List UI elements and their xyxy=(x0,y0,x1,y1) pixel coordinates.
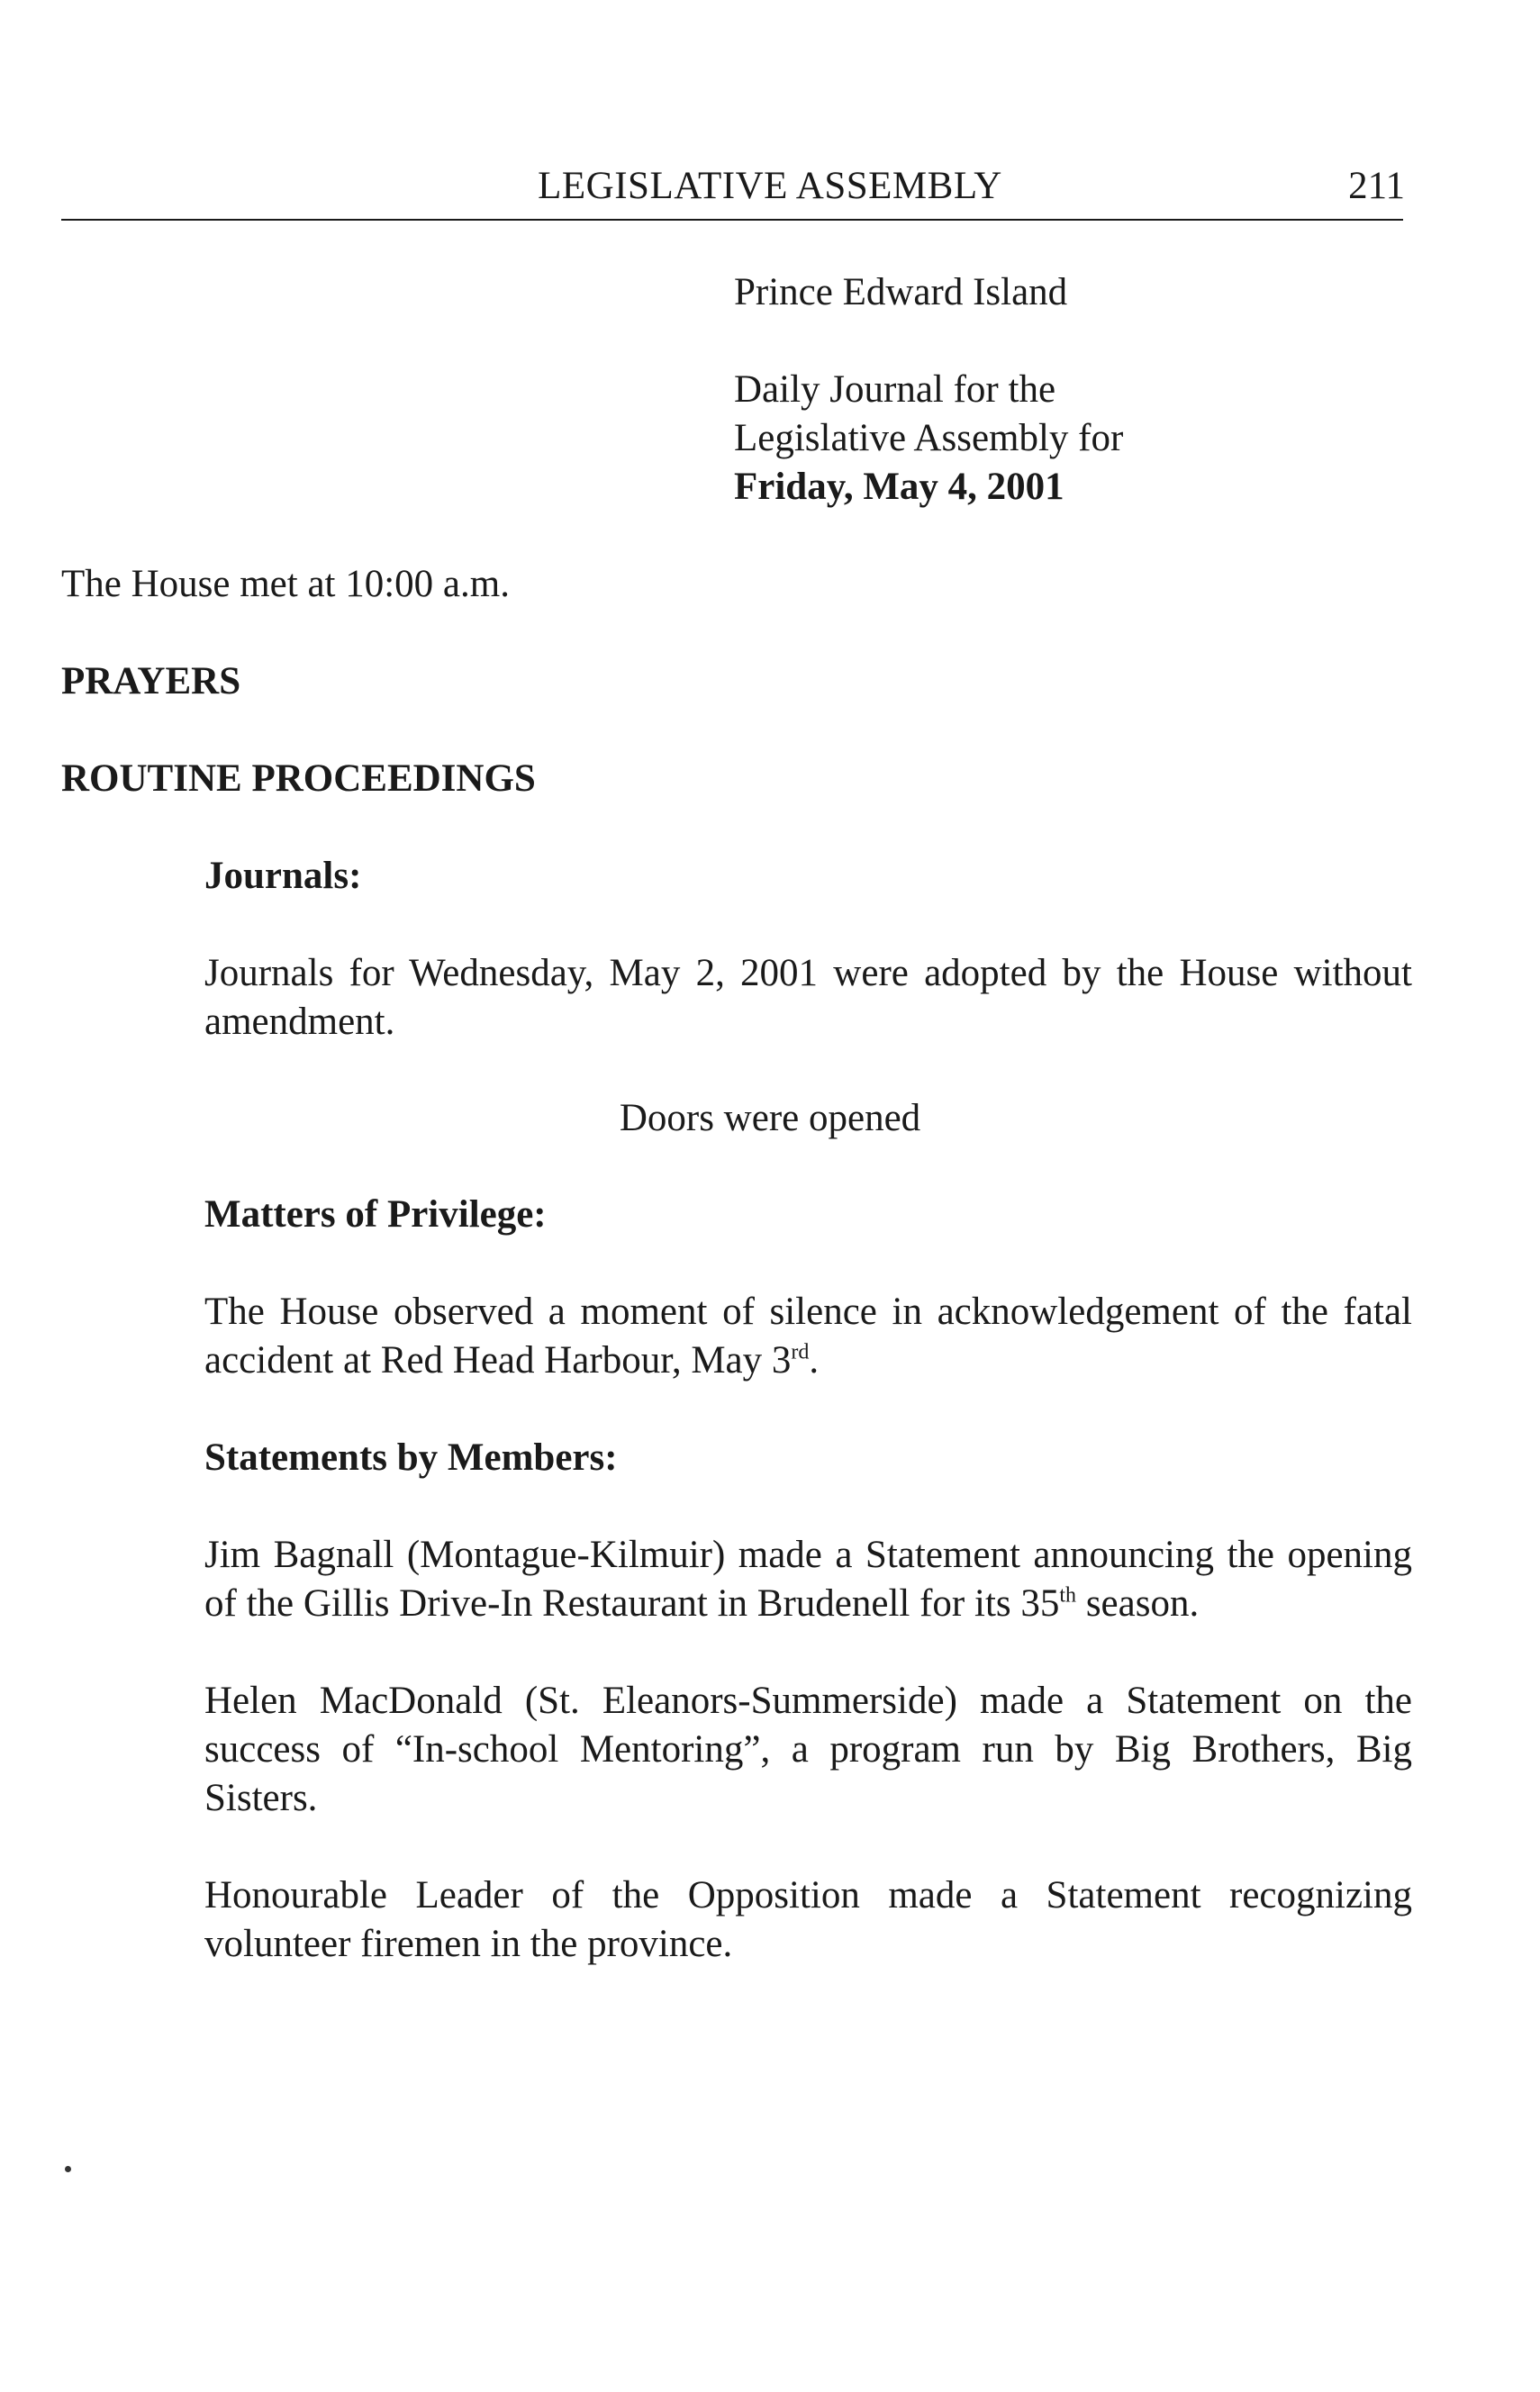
statement-opposition-leader: Honourable Leader of the Opposition made a Statement recognizing volunteer firemen in the province. xyxy=(204,1874,1412,1965)
section-prayers: PRAYERS xyxy=(61,660,241,702)
province-name: Prince Edward Island xyxy=(734,271,1068,313)
privilege-ordinal: rd xyxy=(791,1340,810,1364)
running-header-title: LEGISLATIVE ASSEMBLY xyxy=(538,165,1002,207)
doors-opened-note: Doors were opened xyxy=(619,1097,921,1139)
privilege-heading: Matters of Privilege: xyxy=(204,1193,547,1236)
privilege-text: The House observed a moment of silence in acknowledgement of the fatal accident at Red Head Harbour, May 3 xyxy=(204,1291,1412,1382)
statement-macdonald: Helen MacDonald (St. Eleanors-Summerside) made a Statement on the success of “In-school Mentoring”, a program run by Big Brothers, Big Sisters. xyxy=(204,1680,1412,1819)
header-rule xyxy=(61,219,1403,221)
statement-bagnall-end: season. xyxy=(1076,1582,1200,1625)
journals-paragraph: Journals for Wednesday, May 2, 2001 were adopted by the House without amendment. xyxy=(204,952,1412,1043)
privilege-paragraph xyxy=(204,1288,1412,1385)
page-number: 211 xyxy=(1348,165,1405,207)
journal-title-line1: Daily Journal for the xyxy=(734,368,1056,411)
statements-heading: Statements by Members: xyxy=(204,1436,618,1479)
journals-heading: Journals: xyxy=(204,855,362,897)
statement-bagnall-ordinal: th xyxy=(1059,1583,1077,1608)
statement-bagnall xyxy=(204,1531,1412,1628)
statement-bagnall-text: Jim Bagnall (Montague-Kilmuir) made a Statement announcing the opening of the Gillis Drive-In Restaurant in Brudenell for its 35 xyxy=(204,1534,1412,1625)
house-met-time: The House met at 10:00 a.m. xyxy=(61,563,510,605)
privilege-end: . xyxy=(809,1339,820,1382)
journal-date: Friday, May 4, 2001 xyxy=(734,466,1064,508)
section-routine-proceedings: ROUTINE PROCEEDINGS xyxy=(61,757,536,800)
stray-mark xyxy=(65,2166,71,2172)
journal-title-line2: Legislative Assembly for xyxy=(734,417,1124,459)
